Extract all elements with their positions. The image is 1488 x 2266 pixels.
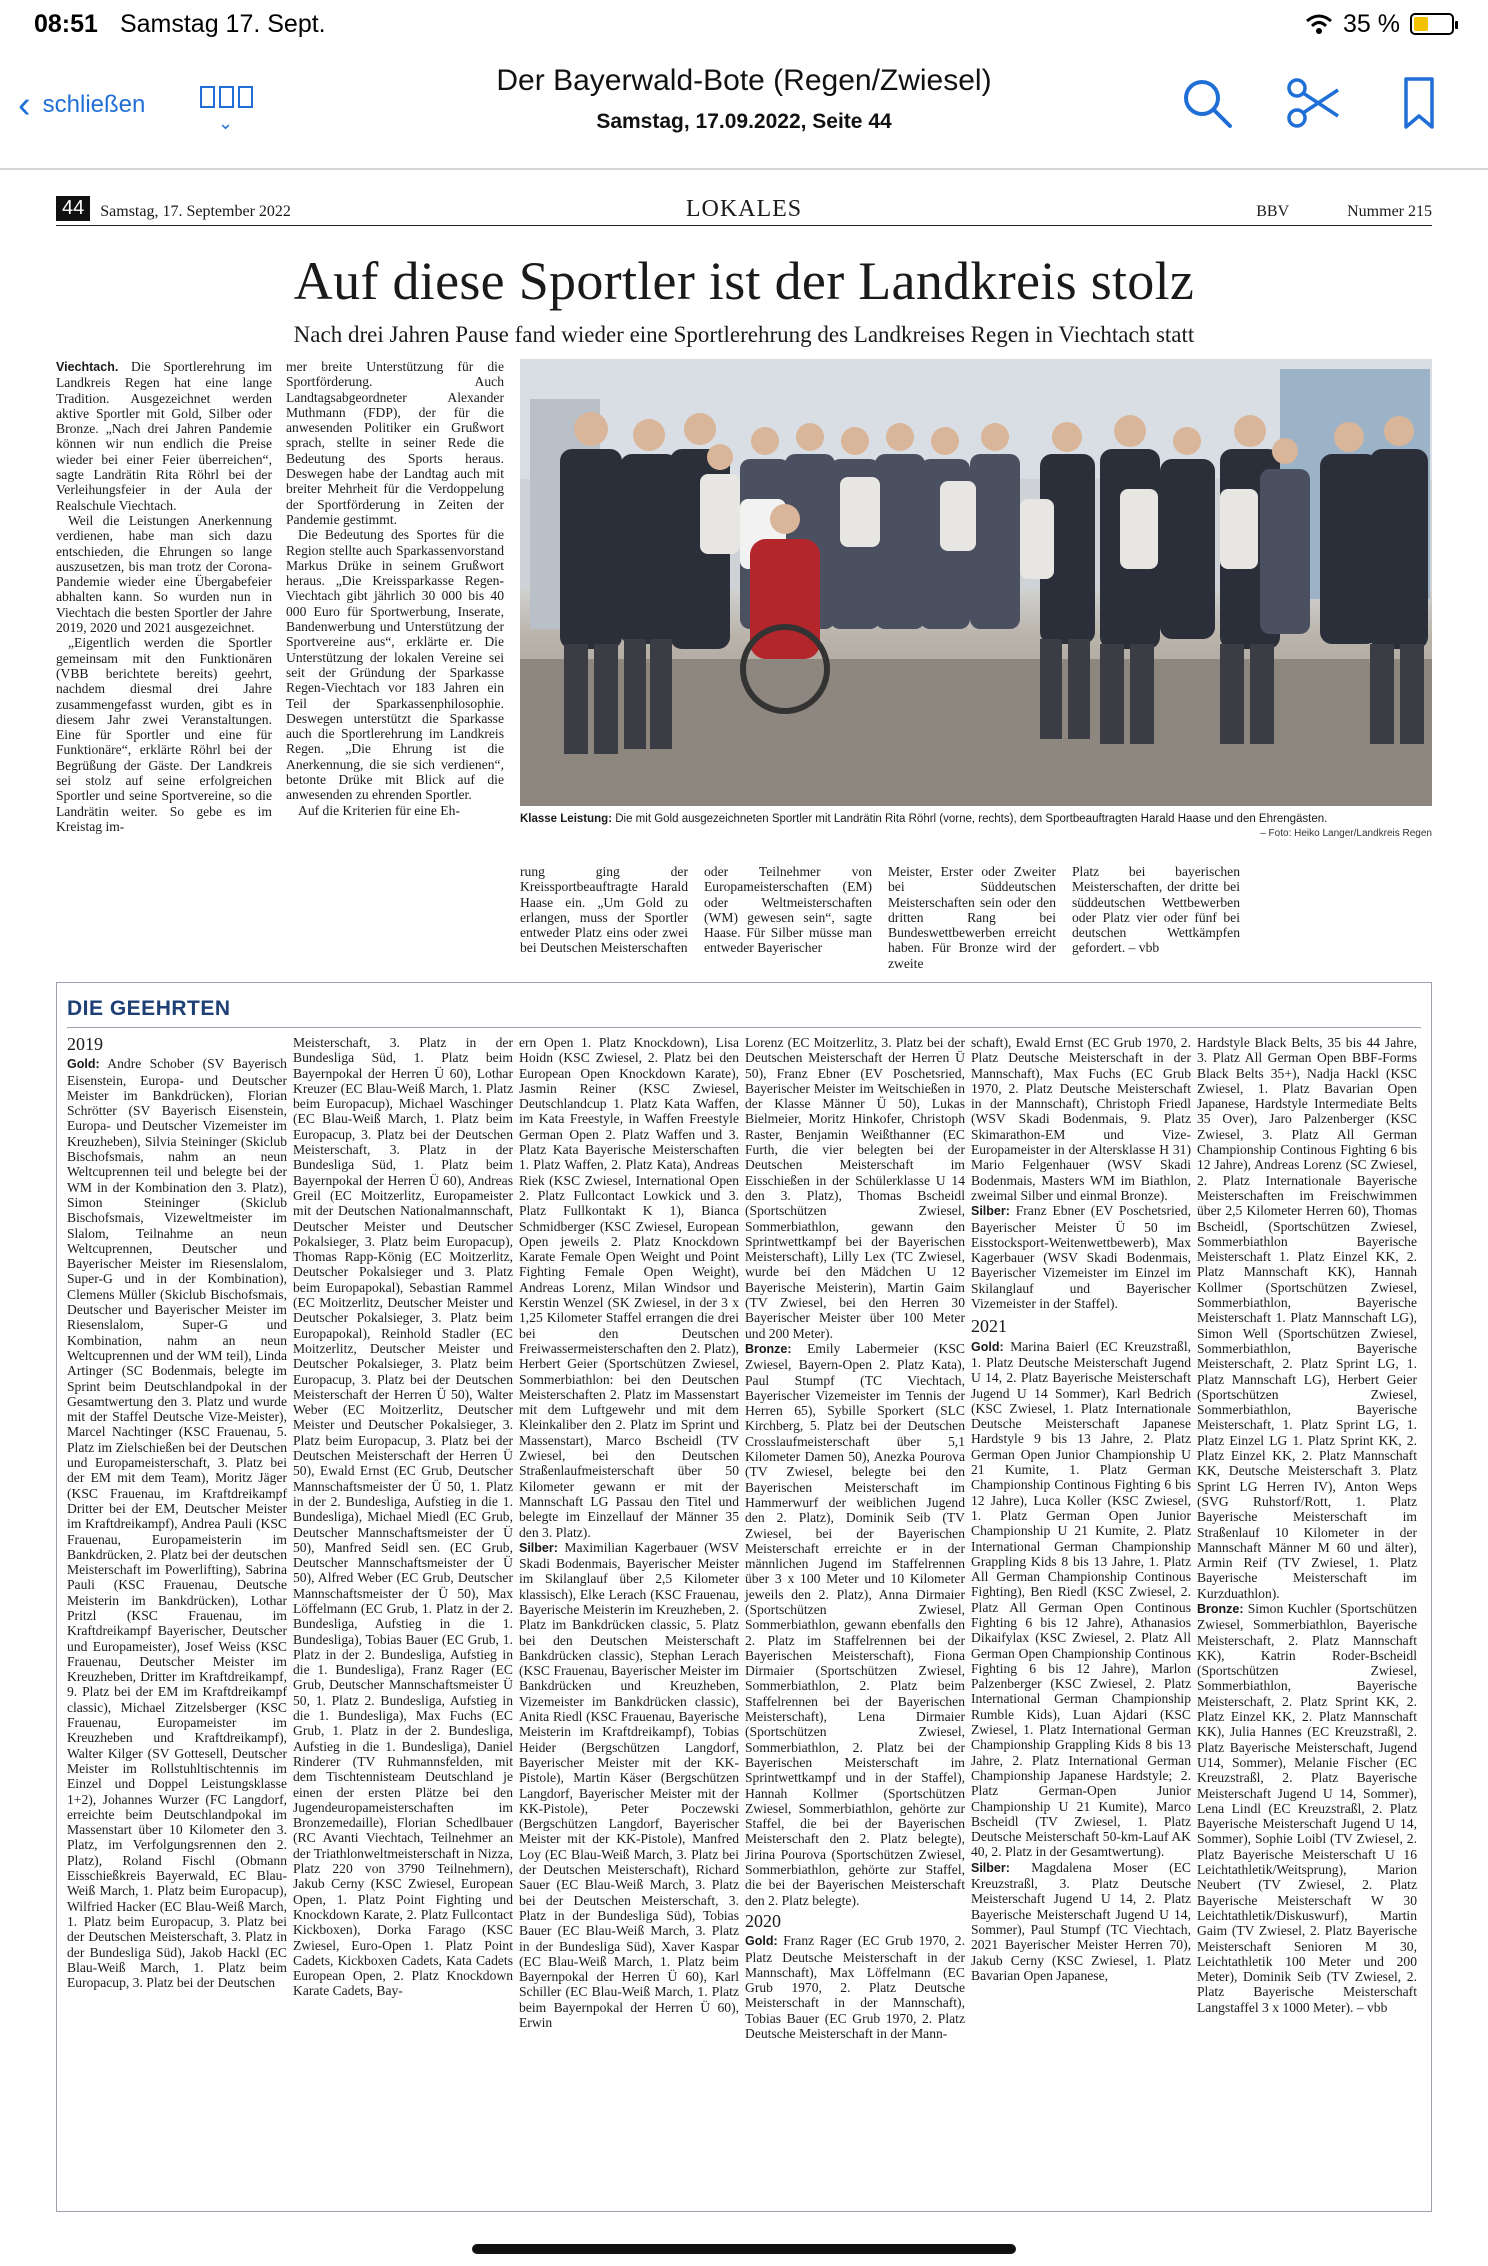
dateline: Viechtach. [56,360,119,374]
article-text: mer breite Unterstützung für die Sportförderung. Auch Landtagsabgeordneter Alexander Muthmann (FDP), der für die anwesenden Politiker ein Grußwort sprach, stellte in seiner Rede die Bedeutung des Sports heraus. Deswegen habe der Landtag auch mit breiter Mehrheit für die Verdoppelung der Sportförderung in Zeiten der Pandemie gestimmt. [286,359,504,527]
medal-label: Gold: [745,1934,778,1949]
medal-label: Bronze: [745,1341,792,1356]
article-text: Meister, Erster oder Zweiter bei Süddeutschen Meisterschaften sein oder den dritten Rang bei Bundeswettbewerben erreicht haben. Für Bronze wird der zweite [888,864,1056,971]
page-date: Samstag, 17. September 2022 [100,203,291,220]
article-headline[interactable]: Auf diese Sportler ist der Landkreis stolz [293,251,1195,311]
medal-label: Bronze: [1197,1601,1244,1616]
photo-caption [520,812,1432,826]
toolbar-actions [1178,74,1448,132]
honorees-column-4[interactable] [745,1035,965,2041]
article-text: Platz bei bayerischen Meisterschaften, der dritte bei süddeutschen Wettbewerben oder Platz vier oder fünf bei deutschen Wettkämpfen gefordert. – vbb [1072,864,1240,956]
honoree-text: Emily Labermeier (KSC Zwiesel, Bayern-Open 2. Platz Kata), Paul Stumpf (TC Viechtach, Bayerischer Vizemeister im Tennis der Herren 65), Sybille Sporkert (SLC Kirchberg, 5. Platz bei der Deutschen Crosslaufmeisterschaft über 5,1 Kilometer Damen 50), Anezka Pourova (TV Zwiesel, belegte bei den Bayerischen Meisterschaft im Hammerwurf der weiblichen Jugend den 2. Platz), Dominik Seib (TV Zwiesel, bei der Bayerischen Meisterschaft erreichte er in der männlichen Jugend im Staffelrennen über 3 x 100 Meter und 10 Kilometer jeweils den 2. Platz), Anna Dirmaier (Sportschützen Zwiesel, Sommerbiathlon, gewann ebenfalls den 2. Platz im Staffelrennen bei der Bayerischen Meisterschaft), Fiona Dirmaier (Sportschützen Zwiesel, Sommerbiathlon, 2. Platz beim Staffelrennen bei der Bayerischen Meisterschaft), Lena Dirmaier (Sportschützen Zwiesel, Sommerbiathlon, 2. Platz bei der Bayerischen Meisterschaft im Sprintwettkampf und in der Staffel), Hannah Kollmer (Sportschützen Zwiesel, Sommerbiathlon, gehörte zur Staffel, die bei der Bayerischen Meisterschaft den 2. Platz belegte), Jirina Pourova (Sportschützen Zwiesel, Sommerbiathlon, gehörte zur Staffel, die bei der Bayerischen Meisterschaft den 2. Platz belegte). [745,1340,965,1908]
article-subheadline[interactable]: Nach drei Jahren Pause fand wieder eine Sportlerehrung des Landkreises Regen in Viechtach statt [293,322,1195,347]
article-column-3[interactable] [520,864,688,956]
article-text: Auf die Kriterien für eine Eh- [298,802,460,818]
honorees-column-3[interactable] [519,1035,739,2030]
chevron-left-icon: ‹ [18,84,31,126]
honorees-box [56,982,1432,2212]
status-date: Samstag 17. Sept. [119,9,326,38]
medal-label: Gold: [971,1339,1004,1354]
article-text: Die Bedeutung des Sportes für die Region stellte auch Sparkassenvorstand Markus Drüke in seinem Grußwort heraus. „Die Kreissparkasse Regen-Viechtach gibt jährlich 30 000 bis 40 000 Euro für Sportwerbung, Inserate, Bandenwerbung und Unterstützung der Sportvereine aus“, erklärte er. Die Unterstützung der lokalen Vereine sei seit der Gründung der Sparkasse Regen-Viechtach vor 183 Jahren ein Teil der Sparkassenphilosophie. Deswegen unterstützt die Sparkasse auch die Sportlerehrung im Landkreis Regen. „Die Ehrung ist die Anerkennung, die sie sich verdienen“, betonte Drüke mit Blick auf die anwesenden zu ehrenden Sportler. [286,527,504,803]
medal-label: Silber: [971,1860,1010,1875]
photo-credit: – Foto: Heiko Langer/Landkreis Regen [1260,828,1432,839]
battery-percent: 35 % [1343,9,1400,38]
honoree-text: Franz Ebner (EV Poschetsried, Bayerischer Meister Ü 50 im Eisstocksport-Weitenwettbewerb), Max Kagerbauer (WSV Skadi Bodenmais, Bayerischer Vizemeister im Einzel im Skilanglauf und Bayerischer Vizemeister in der Staffel). [971,1203,1191,1312]
caption-text: Die mit Gold ausgezeichneten Sportler mit Landrätin Rita Röhrl (vorne, rechts), dem Sportbeauftragten Harald Haase und den Ehrengästen. [615,813,1328,825]
newspaper-page-header [56,196,1432,226]
box-title: DIE GEEHRTEN [67,997,231,1020]
year-heading: 2020 [745,1910,781,1931]
honoree-text: Hardstyle Black Belts, 35 bis 44 Jahre, 3. Platz All German Open BBF-Forms Black Belts 35+), Nadja Hackl (KSC Zwiesel, 1. Platz Bavarian Open Japanese, Hardstyle Intermediate Belts 35 Over), Jaro Palzenberger (KSC Zwiesel, 3. Platz All German Championship Continous Fighting 6 bis 12 Jahre), Andreas Lorenz (SC Zwiesel, 2. Platz Internationale Bayerische Meisterschaften im Freischwimmen über 2,5 Kilometer Herren 60), Thomas Bscheidl, (Sportschützen Zwiesel, Sommerbiathlon Bayerische Meisterschaft 1. Platz Einzel KK, 2. Platz Mannschaft KK), Hannah Kollmer (Sportschützen Zwiesel, Sommerbiathlon, Bayerische Meisterschaft 1. Platz Mannschaft LG), Simon Well (Sportschützen Zwiesel, Sommerbiathlon, Bayerische Meisterschaft, 2. Platz Sprint LG, 1. Platz Mannschaft LG), Herbert Geier (Sportschützen Zwiesel, Sommerbiathlon, Bayerische Meisterschaft, 1. Platz Sprint LG, 1. Platz Einzel LG 1. Platz Sprint KK, 2. Platz Einzel KK, 2. Platz Mannschaft KK, Deutsche Meisterschaft 3. Platz Sprint LG Herren IV), Anton Weps (SVG Ruhstorf/Rott, 1. Platz Bayerische Meisterschaft im Straßenlauf 10 Kilometer in der Mannschaft Männer M 60 und älter), Armin Reif (TV Zwiesel, 1. Platz Bayerische Meisterschaft im Kurzduathlon). [1197,1035,1417,1601]
honorees-column-1[interactable] [67,1035,287,1990]
wifi-icon [1305,13,1333,35]
search-icon[interactable] [1178,74,1236,132]
article-column-1[interactable] [56,359,272,834]
bookmark-icon[interactable] [1390,74,1448,132]
honoree-text: schaft), Ewald Ernst (EC Grub 1970, 2. Platz Deutsche Meisterschaft in der Mannschaft), Max Fuchs (EC Grub 1970, 2. Platz Deutsche Meisterschaft in der Mannschaft), Christoph Friedl (WSV Skadi Bodenmais, 9. Platz Skimarathon-EM und Vize-Europameister in der Altersklasse H 31) Mario Felgenhauer (WSV Skadi Bodenmais, Masters WM im Biathlon, zweimal Silber und einmal Bronze). [971,1035,1191,1203]
honoree-text: Meisterschaft, 3. Platz in der Bundesliga Süd, 1. Platz beim Bayernpokal der Herren Ü 60), Lothar Kreuzer (EC Blau-Weiß March, 1. Platz beim Europacup), Michael Waschinger (EC Blau-Weiß March, 1. Platz beim Europacup, 3. Platz bei der Deutschen Meisterschaft, 3. Platz in der Bundesliga Süd, 1. Platz beim Bayernpokal der Herren Ü 60), Andreas Greil (EC Moitzerlitz, Europameister mit der Deutschen Nationalmannschaft, Deutscher Meister und Deutscher Pokalsieger, 3. Platz beim Europacup), Thomas Rapp-König (EC Moitzerlitz, Deutscher Pokalsieger und 3. Platz beim Europapokal), Sebastian Rammel (EC Moitzerlitz, Deutscher Meister und Deutscher Pokalsieger, 3. Platz beim Europapokal), Reinhold Stadler (EC Moitzerlitz, Deutscher Meister und Deutscher Pokalsieger, 3. Platz beim Europacup, 3. Platz bei der Deutschen Meisterschaft der Herren Ü 50), Walter Weber (EC Moitzerlitz, Deutscher Meister und Deutscher Pokalsieger, 3. Platz beim Europacup, 3. Platz bei der Deutschen Meisterschaft der Herren Ü 50), Ewald Ernst (EC Grub, Deutscher Mannschaftsmeister der Ü 50, 1. Platz in der 2. Bundesliga, Aufstieg in die 1. Bundesliga), Michael Miedl (EC Grub, Deutscher Mannschaftsmeister der Ü 50), Manfred Seidl sen. (EC Grub, Deutscher Mannschaftsmeister der Ü 50), Alfred Weber (EC Grub, Deutscher Mannschaftsmeister der Ü 50), Max Löffelmann (EC Grub, 1. Platz in der 2. Bundesliga, Aufstieg in die 1. Bundesliga), Tobias Bauer (EC Grub, 1. Platz in der 2. Bundesliga, Aufstieg in die 1. Bundesliga), Franz Rager (EC Grub, Deutscher Mannschaftsmeister Ü 50, 1. Platz 2. Bundesliga, Aufstieg in die 1. Bundesliga), Max Fuchs (EC Grub, 1. Platz in der 2. Bundesliga, Aufstieg in die 1. Bundesliga), Daniel Rinderer (TV Ruhmannsfelden, mit dem Tischtennisteam Deutschland je einen der ersten Plätze bei den Jugendeuropameisterschaften im Bronzemedaille), Florian Schedlbauer (RC Avanti Viechtach, Teilnehmer an der Triathlonweltmeisterschaft in Nizza, Platz 220 von 3790 Teilnehmern), Jakub Cerny (KSC Zwiesel, European Open, 1. Platz Point Fighting und Knockdown Karate, 2. Platz Fullcontact Kickboxen), Dorka Farago (KSC Zwiesel, Euro-Open 1. Platz Point Cadets, Kickboxen Cadets, Kata Cadets European Open, 2. Platz Knockdown Karate Cadets, Bay- [293,1035,513,1999]
group-photo-illustration [520,359,1432,806]
honorees-column-2[interactable] [293,1035,513,1999]
issue-number: Nummer 215 [1347,203,1432,220]
article-column-4[interactable] [704,864,872,956]
honoree-text: Franz Rager (EC Grub 1970, 2. Platz Deutsche Meisterschaft in der Mannschaft), Max Löffelmann (EC Grub 1970, 2. Platz Deutsche Meisterschaft in der Mannschaft), Tobias Bauer (EC Grub 1970, 2. Platz Deutsche Meisterschaft in der Mann- [745,1933,965,2041]
honoree-text: ern Open 1. Platz Knockdown), Lisa Hoidn (KSC Zwiesel, 2. Platz bei den European Open Knockdown Karate), Jasmin Reiner (KSC Zwiesel, Deutschlandcup 1. Platz Kata Waffen, im Kata Freestyle, in Waffen Freestyle German Open 2. Platz Waffen und 3. Platz Kata Bayerische Meisterschaften 1. Platz Waffen, 2. Platz Kata), Andreas Riek (KSC Zwiesel, International Open 2. Platz Fullcontact Lowkick und 3. Platz Fullkontakt K 1), Bianca Schmidberger (KSC Zwiesel, European Open jeweils 2. Platz Knockdown Karate Female Open Weight und Point Fighting Female Open Weight), Andreas Lorenz, Milan Windsor und Kerstin Wenzel (SK Zwiesel, in der 3 x 1,25 Kilometer Staffel errangen die drei bei den Deutschen Freiwassermeisterschaften den 2. Platz), Herbert Geier (Sportschützen Zwiesel, Sommerbiathlon: bei den Deutschen Meisterschaften 2. Platz im Massenstart mit dem Luftgewehr und mit dem Kleinkaliber den 2. Platz im Sprint und Massenstart), Marco Bscheidl (TV Zwiesel, bei den Deutschen Straßenlaufmeisterschaft über 50 Kilometer gewann er mit der Mannschaft LG Passau den Titel und belegte im Einzellauf der Männer 35 den 3. Platz). [519,1035,739,1540]
honoree-text: Magdalena Moser (EC Kreuzstraßl, 3. Platz Deutsche Meisterschaft Jugend U 14, 2. Platz Bayerische Meisterschaft Jugend U 14, Sommer), Paul Stumpf (TC Viechtach, 2021 Bayerischer Meister Herren 70), Jakub Cerny (KSC Zwiesel, 1. Platz Bavarian Open Japanese, [971,1859,1191,1983]
medal-label: Gold: [67,1057,100,1072]
toolbar-divider [0,168,1488,170]
status-bar [0,0,1488,48]
box-divider [67,1027,1421,1028]
honoree-text: Andre Schober (SV Bayerisch Eisenstein, Europa- und Deutscher Meister im Bankdrücken), Florian Schrötter (SV Bayerisch Eisenstein, Europa- und Deutscher Vizemeister im Kreuzheben), Silvia Steininger (Skiclub Bischofsmais, nahm an neun Weltcuprennen teil und belegte bei der WM in der Kombination den 3. Platz), Simon Steininger (Skiclub Bischofsmais, Vizeweltmeister im Slalom, Teilnahme an neun Weltcuprennen, Deutscher und Bayerischer Meister im Riesenslalom, Super-G und in der Kombination), Clemens Müller (Skiclub Bischofsmais, Deutscher und Bayerischer Meister im Riesenslalom, Super-G und Kombination, nahm an neun Weltcuprennen und der WM teil), Linda Artinger (SC Bodenmais, belegte im Sprint beim Deutschlandpokal in der Gesamtwertung den 3. Platz und wurde mit der Staffel Deutsche Vize-Meister), Marcel Nachtinger (KSC Frauenau, 5. Platz im Zielschießen bei der Deutschen und Europameisterschaft, 3. Platz bei der EM mit dem Team), Moritz Jäger (KSC Frauenau, im Kraftdreikampf Dritter bei der EM, Deutscher Meister im Kraftdreikampf), Andrea Pauli (KSC Frauenau, Europameisterin im Bankdrücken, 2. Platz bei der deutschen Meisterschaft im Powerlifting), Sabrina Pauli (KSC Frauenau, Deutsche Meisterin im Bankdrücken), Lothar Pritzl (KSC Frauenau, im Kraftdreikampf Bayerischer, Deutscher und Europameister), Josef Weiss (KSC Frauenau, Deutscher Meister im Kreuzheben, Dritter im Kraftdreikampf, 9. Platz bei der EM im Kraftdreikampf classic), Michael Zitzelsberger (KSC Frauenau, Europameister im Kreuzheben und Kraftdreikampf), Walter Kilger (SV Gottesell, Deutscher Meister im Rollstuhltischtennis im Einzel und Doppel Leistungsklasse 1+2), Johannes Wurzer (FC Langdorf, erreichte beim Deutschlandpokal im Massenstart über 10 Kilometer den 3. Platz, im Verfolgungsrennen den 2. Platz), Roland Fischl (Obmann Eisschießkreis Bayerwald, EC Blau-Weiß March, 1. Platz beim Europacup), Wilfried Hacker (EC Blau-Weiß March, 1. Platz beim Europacup, 3. Platz bei der Deutschen Meisterschaft, 3. Platz in der Bundesliga Süd), Jakob Hackl (EC Blau-Weiß March, 1. Platz beim Europacup, 3. Platz bei der Deutschen [67,1056,287,1991]
year-heading: 2019 [67,1034,103,1054]
honoree-text: Lorenz (EC Moitzerlitz, 3. Platz bei der Deutschen Meisterschaft der Herren Ü 50), Franz Ebner (EV Poschetsried, Bayerischer Meister im Weitschießen in der Klasse Männer Ü 50), Lukas Bielmeier, Moritz Hinkofer, Christoph Raster, Benjamin Weißthanner (EC Furth, die vier belegten bei der Deutschen Meisterschaft im Eisschießen in der Schülerklasse U 14 den 3. Platz), Thomas Bscheidl (Sportschützen Zwiesel, Sommerbiathlon, gewann den Sprintwettkampf bei der Bayerischen Meisterschaft), Lilly Lex (TC Zwiesel, wurde bei den Mädchen U 12 Bayerische Meisterin), Martin Gaim (TV Zwiesel, bei den Herren 30 Bayerischer Meister über 100 Meter und 200 Meter). [745,1035,965,1341]
edition-code: BBV [1256,203,1290,220]
scissors-icon[interactable] [1284,74,1342,132]
medal-label: Silber: [971,1204,1010,1219]
chevron-down-icon: ⌄ [217,113,236,133]
year-heading: 2021 [971,1316,1007,1337]
close-label: schließen [42,91,146,118]
article-text: Weil die Leistungen Anerkennung verdienen, habe man sich dazu entschieden, die Ehrungen so lange auszusetzen, bis man trotz der Corona-Pandemie wieder eine Übergabefeier abhalten kann. So wurden nun in Viechtach die besten Sportler der Jahre 2019, 2020 und 2021 ausgezeichnet. [56,512,272,636]
honoree-text: Maximilian Kagerbauer (WSV Skadi Bodenmais, Bayerischer Meister im Skilanglauf über 2,5 Kilometer klassisch), Elke Lerach (KSC Frauenau, Bayerische Meisterin im Kreuzheben, 2. Platz im Bankdrücken classic, 5. Platz bei den Deutschen Meisterschaft Bankdrücken classic), Stephan Lerach (KSC Frauenau, Bayerischer Meister im Bankdrücken und Kreuzheben, Vizemeister im Bankdrücken classic), Anita Riedl (KSC Frauenau, Bayerische Meisterin im Kraftdreikampf), Tobias Heider (Bergschützen Langdorf, Bayerischer Meister mit der KK-Pistole), Martin Käser (Bergschützen Langdorf, Bayerischer Meister mit der KK-Pistole), Peter Poczewski (Bergschützen Langdorf, Bayerischer Meister mit der KK-Pistole), Manfred Loy (EC Blau-Weiß March, 3. Platz bei der Deutschen Meisterschaft), Richard Sauer (EC Blau-Weiß March, 3. Platz bei der Deutschen Meisterschaft, 3. Platz in der Bundesliga Süd), Tobias Bauer (EC Blau-Weiß March, 3. Platz in der Bundesliga Süd), Xaver Kaspar (EC Blau-Weiß March, 1. Platz beim Bayernpokal der Herren Ü 60), Karl Schiller (EC Blau-Weiß March, 1. Platz beim Bayernpokal der Herren Ü 60), Erwin [519,1539,739,2030]
issue-subtitle: Samstag, 17.09.2022, Seite 44 [596,110,892,133]
page-number: 44 [56,196,90,221]
status-right [1305,10,1454,39]
article-text: oder Teilnehmer von Europameisterschaften (EM) oder Weltmeisterschaften (WM) gewesen sein“, sagte Haase. Für Silber müsse man entweder Bayerischer [704,864,872,956]
home-indicator[interactable] [472,2244,1016,2254]
honoree-text: Simon Kuchler (Sportschützen Zwiesel, Sommerbiathlon, Bayerische Meisterschaft, 2. Platz Mannschaft KK), Katrin Roder-Bscheidl (Sportschützen Zwiesel, Sommerbiathlon, Bayerische Meisterschaft, 2. Platz Sprint KK, 2. Platz Einzel KK, 2. Platz Mannschaft KK), Julia Hannes (EC Kreuzstraßl, 2. Platz Bayerische Meisterschaft, Jugend U14, Sommer), Melanie Fischer (EC Kreuzstraßl, 2. Platz Bayerische Meisterschaft Jugend U 14, Sommer), Lena Lindl (EC Kreuzstraßl, 2. Platz Bayerische Meisterschaft Jugend U 14, Sommer), Sophie Loibl (TV Zwiesel, 2. Platz Bayerische Meisterschaft U 16 Leichtathletik/Weitsprung), Marion Neubert (TV Zwiesel, 2. Platz Bayerische Meisterschaft W 30 Leichtathletik/Diskuswurf), Martin Gaim (TV Zwiesel, 2. Platz Bayerische Meisterschaft Senioren M 30, Leichtathletik 100 Meter und 200 Meter), Dominik Seib (TV Zwiesel, 2. Platz Bayerische Meisterschaft Langstaffel 3 x 1000 Meter). – vbb [1197,1600,1417,2015]
status-time: 08:51 [34,9,98,38]
publication-title: Der Bayerwald-Bote (Regen/Zwiesel) [496,64,992,97]
reader-toolbar [0,48,1488,168]
article-column-5[interactable] [888,864,1056,971]
honorees-column-5[interactable] [971,1035,1191,1983]
caption-lead: Klasse Leistung: [520,813,613,825]
article-text: „Eigentlich werden die Sportler gemeinsam mit den Funktionären (VBB berichtete bereits) geehrt, nachdem diesmal drei Jahre zusammengefasst wurden, gibt es in diesem Jahr zwei Veranstaltungen. Eine für Sportler und eine für Funktionäre“, erklärte Röhrl bei der Begrüßung der Gäste. Der Landkreis sei stolz auf seine erfolgreichen Sportler und seine Sportvereine, so die Landrätin weiter. So gebe es im Kreistag im- [56,635,272,834]
medal-label: Silber: [519,1540,558,1555]
article-column-2[interactable] [286,359,504,818]
honorees-column-6[interactable] [1197,1035,1417,2015]
article-text: rung ging der Kreissportbeauftragte Harald Haase ein. „Um Gold zu erlangen, muss der Sportler entweder Platz eins oder zwei bei Deutschen Meisterschaften [520,864,688,956]
battery-icon [1410,13,1454,35]
article-photo[interactable] [520,359,1432,806]
article-column-6[interactable] [1072,864,1240,956]
article-text: Die Sportlerehrung im Landkreis Regen hat eine lange Tradition. Ausgezeichnet werden aktive Sportler mit Gold, Silber oder Bronze. „Nach drei Jahren Pandemie können wir nun endlich die Preise wieder bei einer Feier überreichen“, sagte Landrätin Rita Röhrl bei der Verleihungsfeier in der Aula der Realschule Viechtach. [56,359,272,513]
section-name: LOKALES [685,196,803,222]
honoree-text: Marina Baierl (EC Kreuzstraßl, 1. Platz Deutsche Meisterschaft Jugend U 14, 2. Platz Bayerische Meisterschaft Jugend U 14 Sommer), Karl Bedrich (KSC Zwiesel, 1. Platz Internationale Deutsche Meisterschaft Japanese Hardstyle 9 bis 13 Jahre, 2. Platz German Open Junior Championship U 21 Kumite, 1. Platz German Championship Continous Fighting 6 bis 12 Jahre), Luca Koller (KSC Zwiesel, 1. Platz German Open Junior Championship U 21 Kumite, 2. Platz International German Championship Grappling Kids 8 bis 13 Jahre, 1. Platz All German Championship Continous Fighting), Ben Riedl (KSC Zwiesel, 2. Platz All German Open Continous Fighting 6 bis 12 Jahre), Athanasios Dikaifylax (KSC Zwiesel, 2. Platz All German Open Championship Continous Fighting 6 bis 12 Jahre), Marlon Palzenberger (KSC Zwiesel, 2. Platz International German Championship Rumble Kids), Luan Ajdari (KSC Zwiesel, 1. Platz International German Championship Grappling Kids 8 bis 13 Jahre, 2. Platz International German Championship Japanese Hardstyle; 2. Platz German-Open Junior Championship U 21 Kumite), Marco Bscheidl (TV Zwiesel, 1. Platz Deutsche Meisterschaft 50-km-Lauf AK 40, 2. Platz in der Gesamtwertung). [971,1338,1191,1860]
